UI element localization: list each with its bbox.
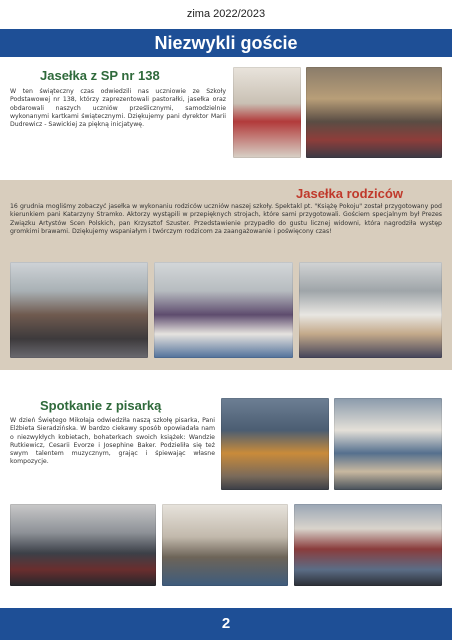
issue-season: zima 2022/2023 [186,8,266,20]
section-title-pisarka: Spotkanie z pisarką [40,398,162,413]
photo-nativity-audience [306,67,442,158]
photo-students-santa-hats [233,67,301,158]
photo-group-audience [294,504,442,586]
photo-writer-with-students [334,398,442,490]
photo-parents-costumes [154,262,293,358]
section-text-rodzicow: 16 grudnia mogliśmy zobaczyć jasełka w wykonaniu rodziców uczniów naszej szkoły. Spektakl pt. "Książę Pokoju" został przygotowany pod kierunkiem pani Katarzyny Stramko. Aktorzy wystąpili w przepięknych strojach, które sami przygotowali. Gościem specjalnym był Prezes Związku Artystów Scen Polskich, pan Krzysztof Szuster. Przedstawienie przypadło do gustu licznej widowni, która nagrodziła występ gromkimi brawami. Dziękujemy wspaniałym i twórczym rodzicom za zaangażowanie i poświęcony czas! [10,203,442,235]
page-number-bar [0,608,452,640]
photo-angels-performance [299,262,442,358]
section-title-sp138: Jasełka z SP nr 138 [40,68,160,83]
photo-parents-cast-gym [10,262,148,358]
page-title: Niezwykli goście [0,29,452,57]
photo-writer-presentation [162,504,288,586]
section-title-rodzicow: Jasełka rodziców [296,186,403,201]
section-text-sp138: W ten świąteczny czas odwiedzili nas uczniowie ze Szkoły Podstawowej nr 138, którzy zaprezentowali pastorałki, jasełka oraz obdarowali naszych uczniów prześlicznymi, samodzielnie wykonanymi kartkami świątecznymi. Dziękujemy pani dyrektor Marii Dudrewicz - Sawickiej za piękną inicjatywę. [10,88,226,129]
page-number: 2 [221,615,231,632]
photo-audience-listening [10,504,156,586]
photo-writer-guitar [221,398,329,490]
section-text-pisarka: W dzień Świętego Mikołaja odwiedziła naszą szkołę pisarka, Pani Elżbieta Sieradzińska. W bardzo ciekawy sposób opowiadała nam o niezwykłych kobietach, bohaterkach swoich książek: Wandzie Rutkiewicz, Cesarii Evorze i Josephine Baker. Podzieliła się też swym talentem muzycznym, grając i śpiewając własne kompozycje. [10,417,215,466]
